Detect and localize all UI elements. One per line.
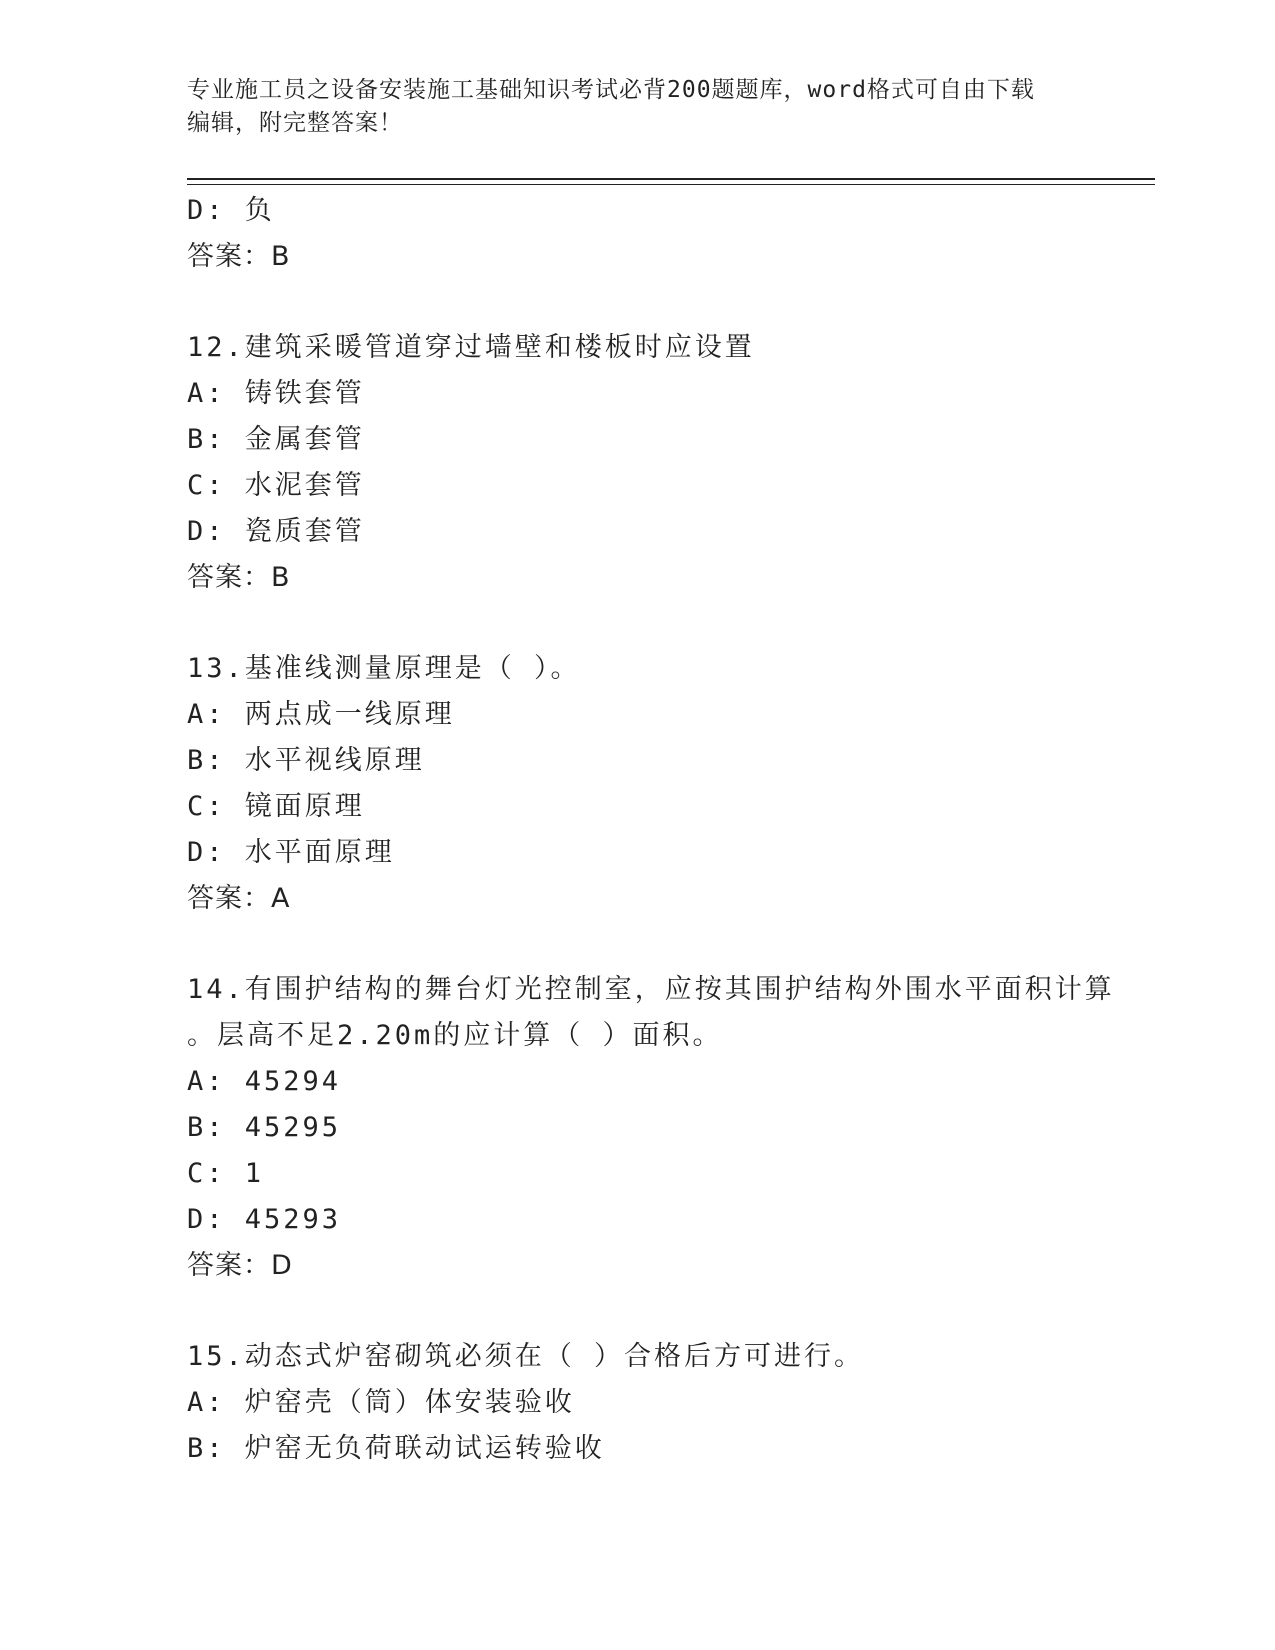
header-line-2: 编辑，附完整答案！: [187, 110, 403, 136]
option-c: C: 水泥套管: [187, 470, 365, 501]
option-d: D: 瓷质套管: [187, 516, 365, 547]
option-a: A: 两点成一线原理: [187, 699, 455, 730]
option-c: C: 镜面原理: [187, 791, 365, 822]
question-15: [187, 1334, 1117, 1472]
option-b: B: 水平视线原理: [187, 745, 425, 776]
document-header: [187, 74, 1087, 140]
option-a: A: 45294: [187, 1066, 342, 1097]
option-a: A: 炉窑壳（筒）体安装验收: [187, 1387, 575, 1418]
answer: 答案：A: [187, 883, 291, 914]
option-c: C: 1: [187, 1158, 265, 1189]
option-d: D: 水平面原理: [187, 837, 395, 868]
question-stem-line-2: 。层高不足2.20m的应计算（ ）面积。: [187, 1020, 723, 1051]
option-b: B: 45295: [187, 1112, 342, 1143]
question-stem: 12.建筑采暖管道穿过墙壁和楼板时应设置: [187, 332, 755, 363]
question-stem: 15.动态式炉窑砌筑必须在（ ）合格后方可进行。: [187, 1341, 865, 1372]
question-14: [187, 967, 1117, 1289]
option-a: A: 铸铁套管: [187, 378, 365, 409]
question-12: [187, 325, 1117, 601]
carry-option-d: D: 负: [187, 195, 275, 226]
carry-answer: 答案：B: [187, 241, 291, 272]
option-d: D: 45293: [187, 1204, 342, 1235]
header-rule-thin: [187, 184, 1155, 185]
answer: 答案：B: [187, 562, 291, 593]
question-13: [187, 646, 1117, 922]
header-rule-thick: [187, 178, 1155, 180]
question-stem-line-1: 14.有围护结构的舞台灯光控制室，应按其围护结构外围水平面积计算: [187, 974, 1115, 1005]
question-list: [187, 188, 1117, 1472]
option-b: B: 金属套管: [187, 424, 365, 455]
question-stem: 13.基准线测量原理是（ ）。: [187, 653, 581, 684]
option-b: B: 炉窑无负荷联动试运转验收: [187, 1433, 605, 1464]
answer: 答案：D: [187, 1250, 293, 1281]
header-line-1: 专业施工员之设备安装施工基础知识考试必背200题题库，word格式可自由下载: [187, 77, 1035, 103]
